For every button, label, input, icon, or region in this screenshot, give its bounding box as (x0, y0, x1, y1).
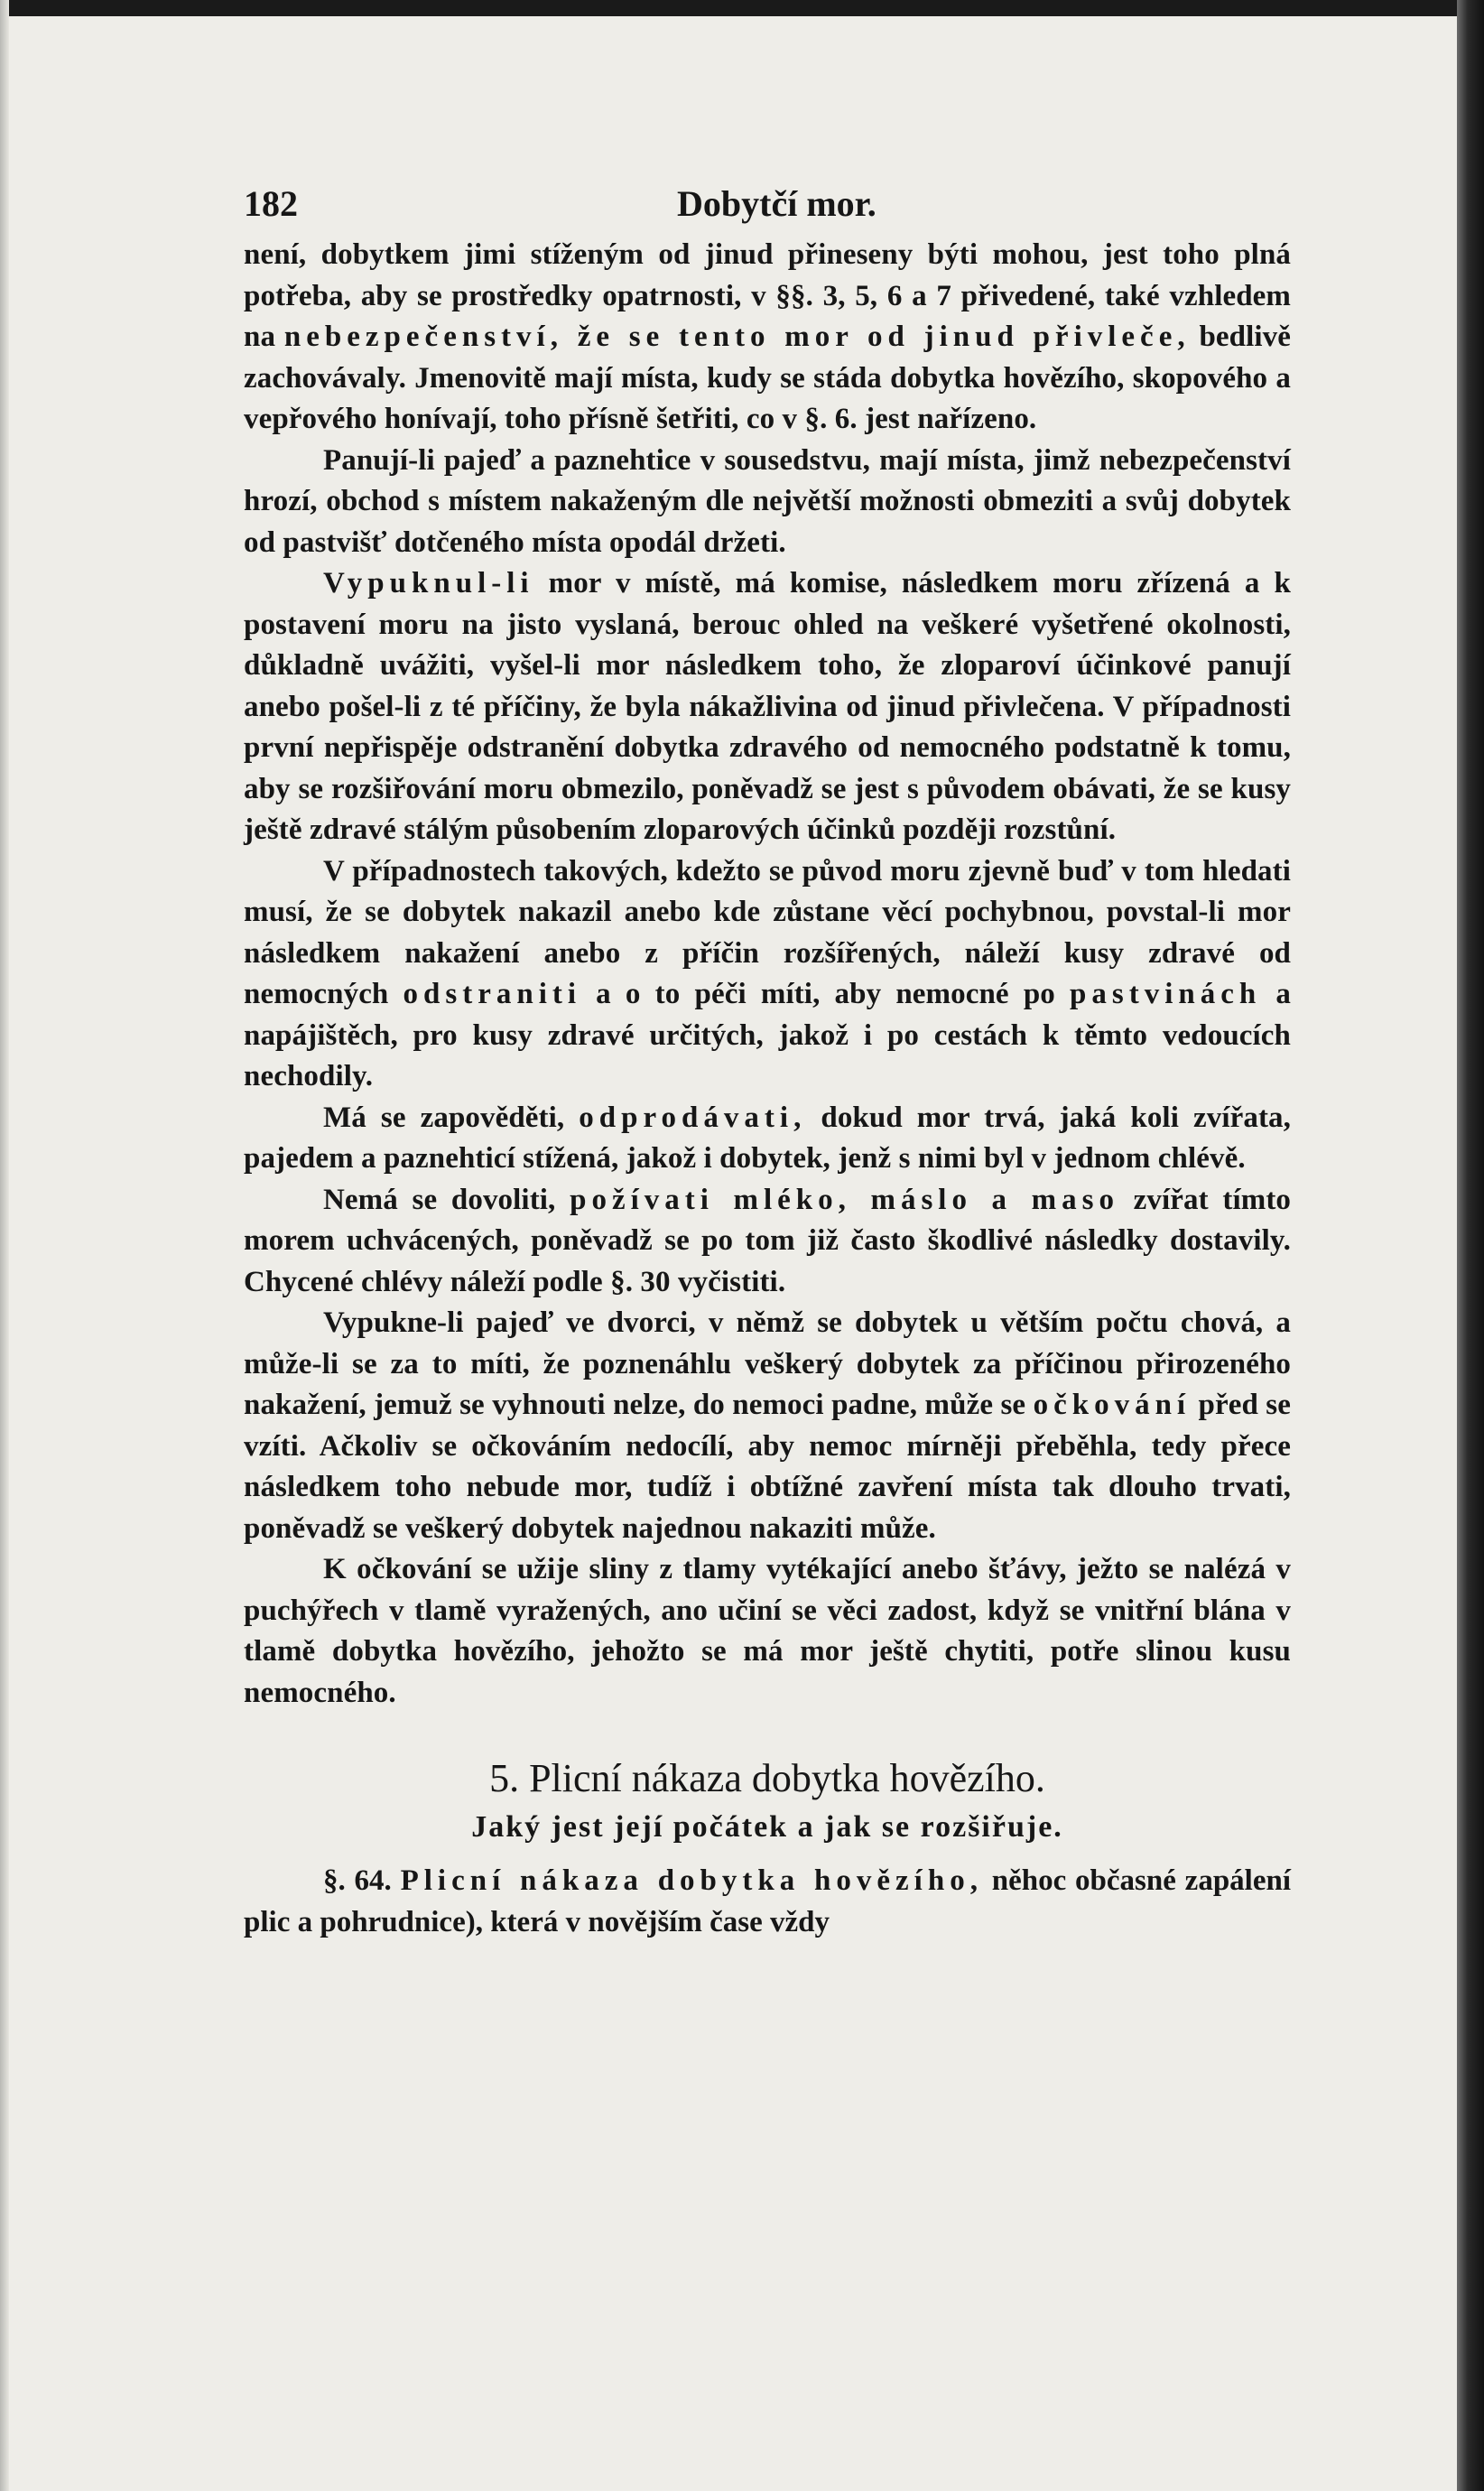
text-run: dokud mor trvá, jaká koli zvířata, pajedem a paznehticí stížená, jakož i dobytek, jenž s nimi byl v jednom chlévě. (244, 1101, 1291, 1175)
text-run: Panují-li pajeď a paznehtice v sousedstvu, mají místa, jimž nebezpečenství hrozí, obchod s místem nakaženým dle největší možnosti obmeziti a svůj dobytek od pastvišť dotčeného místa opodál držeti. (244, 443, 1291, 559)
running-title: Dobytčí mor. (677, 183, 876, 224)
text-run: mor v místě, má komise, následkem moru zřízená a k postavení moru na jisto vyslaná, berouc ohled na veškeré vyšetřené okolnosti, důkladně uvážiti, vyšel-li mor následkem toho, že zloparoví účinkové panují anebo pošel-li z té příčiny, že byla nákažlivina od jinud přivlečena. V případnosti první nepřispěje odstranění dobytka zdravého od nemocného podstatně k tomu, aby se rozšiřování moru obmezilo, poněvadž se jest s původem obávati, že se kusy ještě zdravé stálým působením zloparových účinků později rozstůní. (244, 567, 1291, 846)
paragraph (244, 235, 1291, 441)
book-page (244, 172, 1291, 1943)
text-run: K očkování se užije sliny z tlamy vytékající anebo šťávy, ježto se nalézá v puchýřech v tlamě vyražených, ano učiní se věci zadost, když se vnitřní blána v tlamě dobytka hovězího, jehožto se má mor ještě chytiti, potře slinou kusu nemocného. (244, 1553, 1291, 1709)
text-run: Nemá se dovoliti, (323, 1183, 570, 1216)
text-run: zvířat tímto morem uchvácených, poněvadž se po tom již často škodlivé následky dostavily. Chycené chlévy náleží podle §. 30 vyčistiti. (244, 1183, 1292, 1298)
emphasized-text: Plicní nákaza dobytka hovězího, (400, 1864, 983, 1897)
emphasized-text: odprodávati, (579, 1101, 807, 1134)
paragraph (244, 1549, 1291, 1714)
emphasized-text: Vypuknul-li (323, 567, 534, 600)
paragraph (244, 1098, 1291, 1180)
paragraph (244, 851, 1291, 1098)
emphasized-text: pastvinách (1070, 978, 1262, 1010)
paragraph (244, 1180, 1291, 1304)
emphasized-text: očkování (1033, 1389, 1192, 1421)
text-run: §. 64. (323, 1864, 401, 1897)
page-header (244, 172, 1291, 235)
emphasized-text: požívati mléko, máslo a maso (570, 1183, 1119, 1216)
scan-edge-right (1457, 0, 1484, 2491)
text-run: Má se zapověděti, (323, 1101, 580, 1134)
scan-edge-top (0, 0, 1484, 16)
text-run: V případnostech takových, kdežto se původ moru zjevně buď v tom hledati musí, že se dobytek nakazil anebo kde zůstane věcí pochybnou, povstal-li mor následkem nakažení anebo z příčin rozšířených, náleží kusy zdravé od nemocných (244, 854, 1291, 1010)
body-text (244, 235, 1291, 1714)
page-number: 182 (244, 183, 298, 224)
text-run: před se vzíti. Ačkoliv se očkováním nedocílí, aby nemoc mírněji přeběhla, tedy přece následkem toho nebude mor, tudíž i obtížné zavření místa tak dlouho trvati, poněvadž se veškerý dobytek najednou nakaziti může. (244, 1389, 1291, 1545)
text-run: a napájištěch, pro kusy zdravé určitých, jakož i po cestách k těmto vedoucích nechodily. (244, 978, 1291, 1092)
text-run: Vypukne-li pajeď ve dvorci, v němž se dobytek u větším počtu chová, a může-li se za to míti, že poznenáhlu veškerý dobytek za příčinou přirozeného nakažení, jemuž se vyhnouti nelze, do nemoci padne, může se (244, 1306, 1291, 1421)
paragraph (244, 1303, 1291, 1549)
emphasized-text: nebezpečenství, že se tento mor od jinud přivleče, (283, 321, 1191, 353)
emphasized-text: odstraniti (403, 978, 582, 1010)
section-subtitle: Jaký jest její počátek a jak se rozšiřuje. (471, 1810, 1063, 1844)
section-title: 5. Plicní nákaza dobytka hovězího. (489, 1756, 1045, 1800)
scan-edge-left (0, 0, 9, 2491)
text-run: bedlivě zachovávaly. Jmenovitě mají místa, kudy se stáda dobytka hovězího, skopového a vepřového honívají, toho přísně šetřiti, co v §. 6. jest nařízeno. (244, 321, 1291, 435)
paragraph (244, 441, 1291, 564)
text-run: není, dobytkem jimi stíženým od jinud přineseny býti mohou, jest toho plná potřeba, aby se prostředky opatrnosti, v §§. 3, 5, 6 a 7 přivedené, také vzhledem na (244, 238, 1291, 353)
text-run: něhoc občasné zapálení plic a pohrudnice), která v novějším čase vždy (244, 1864, 1292, 1938)
paragraph-section-start (244, 1861, 1291, 1943)
text-run: a o to péči míti, aby nemocné po (581, 978, 1071, 1010)
paragraph (244, 563, 1291, 851)
